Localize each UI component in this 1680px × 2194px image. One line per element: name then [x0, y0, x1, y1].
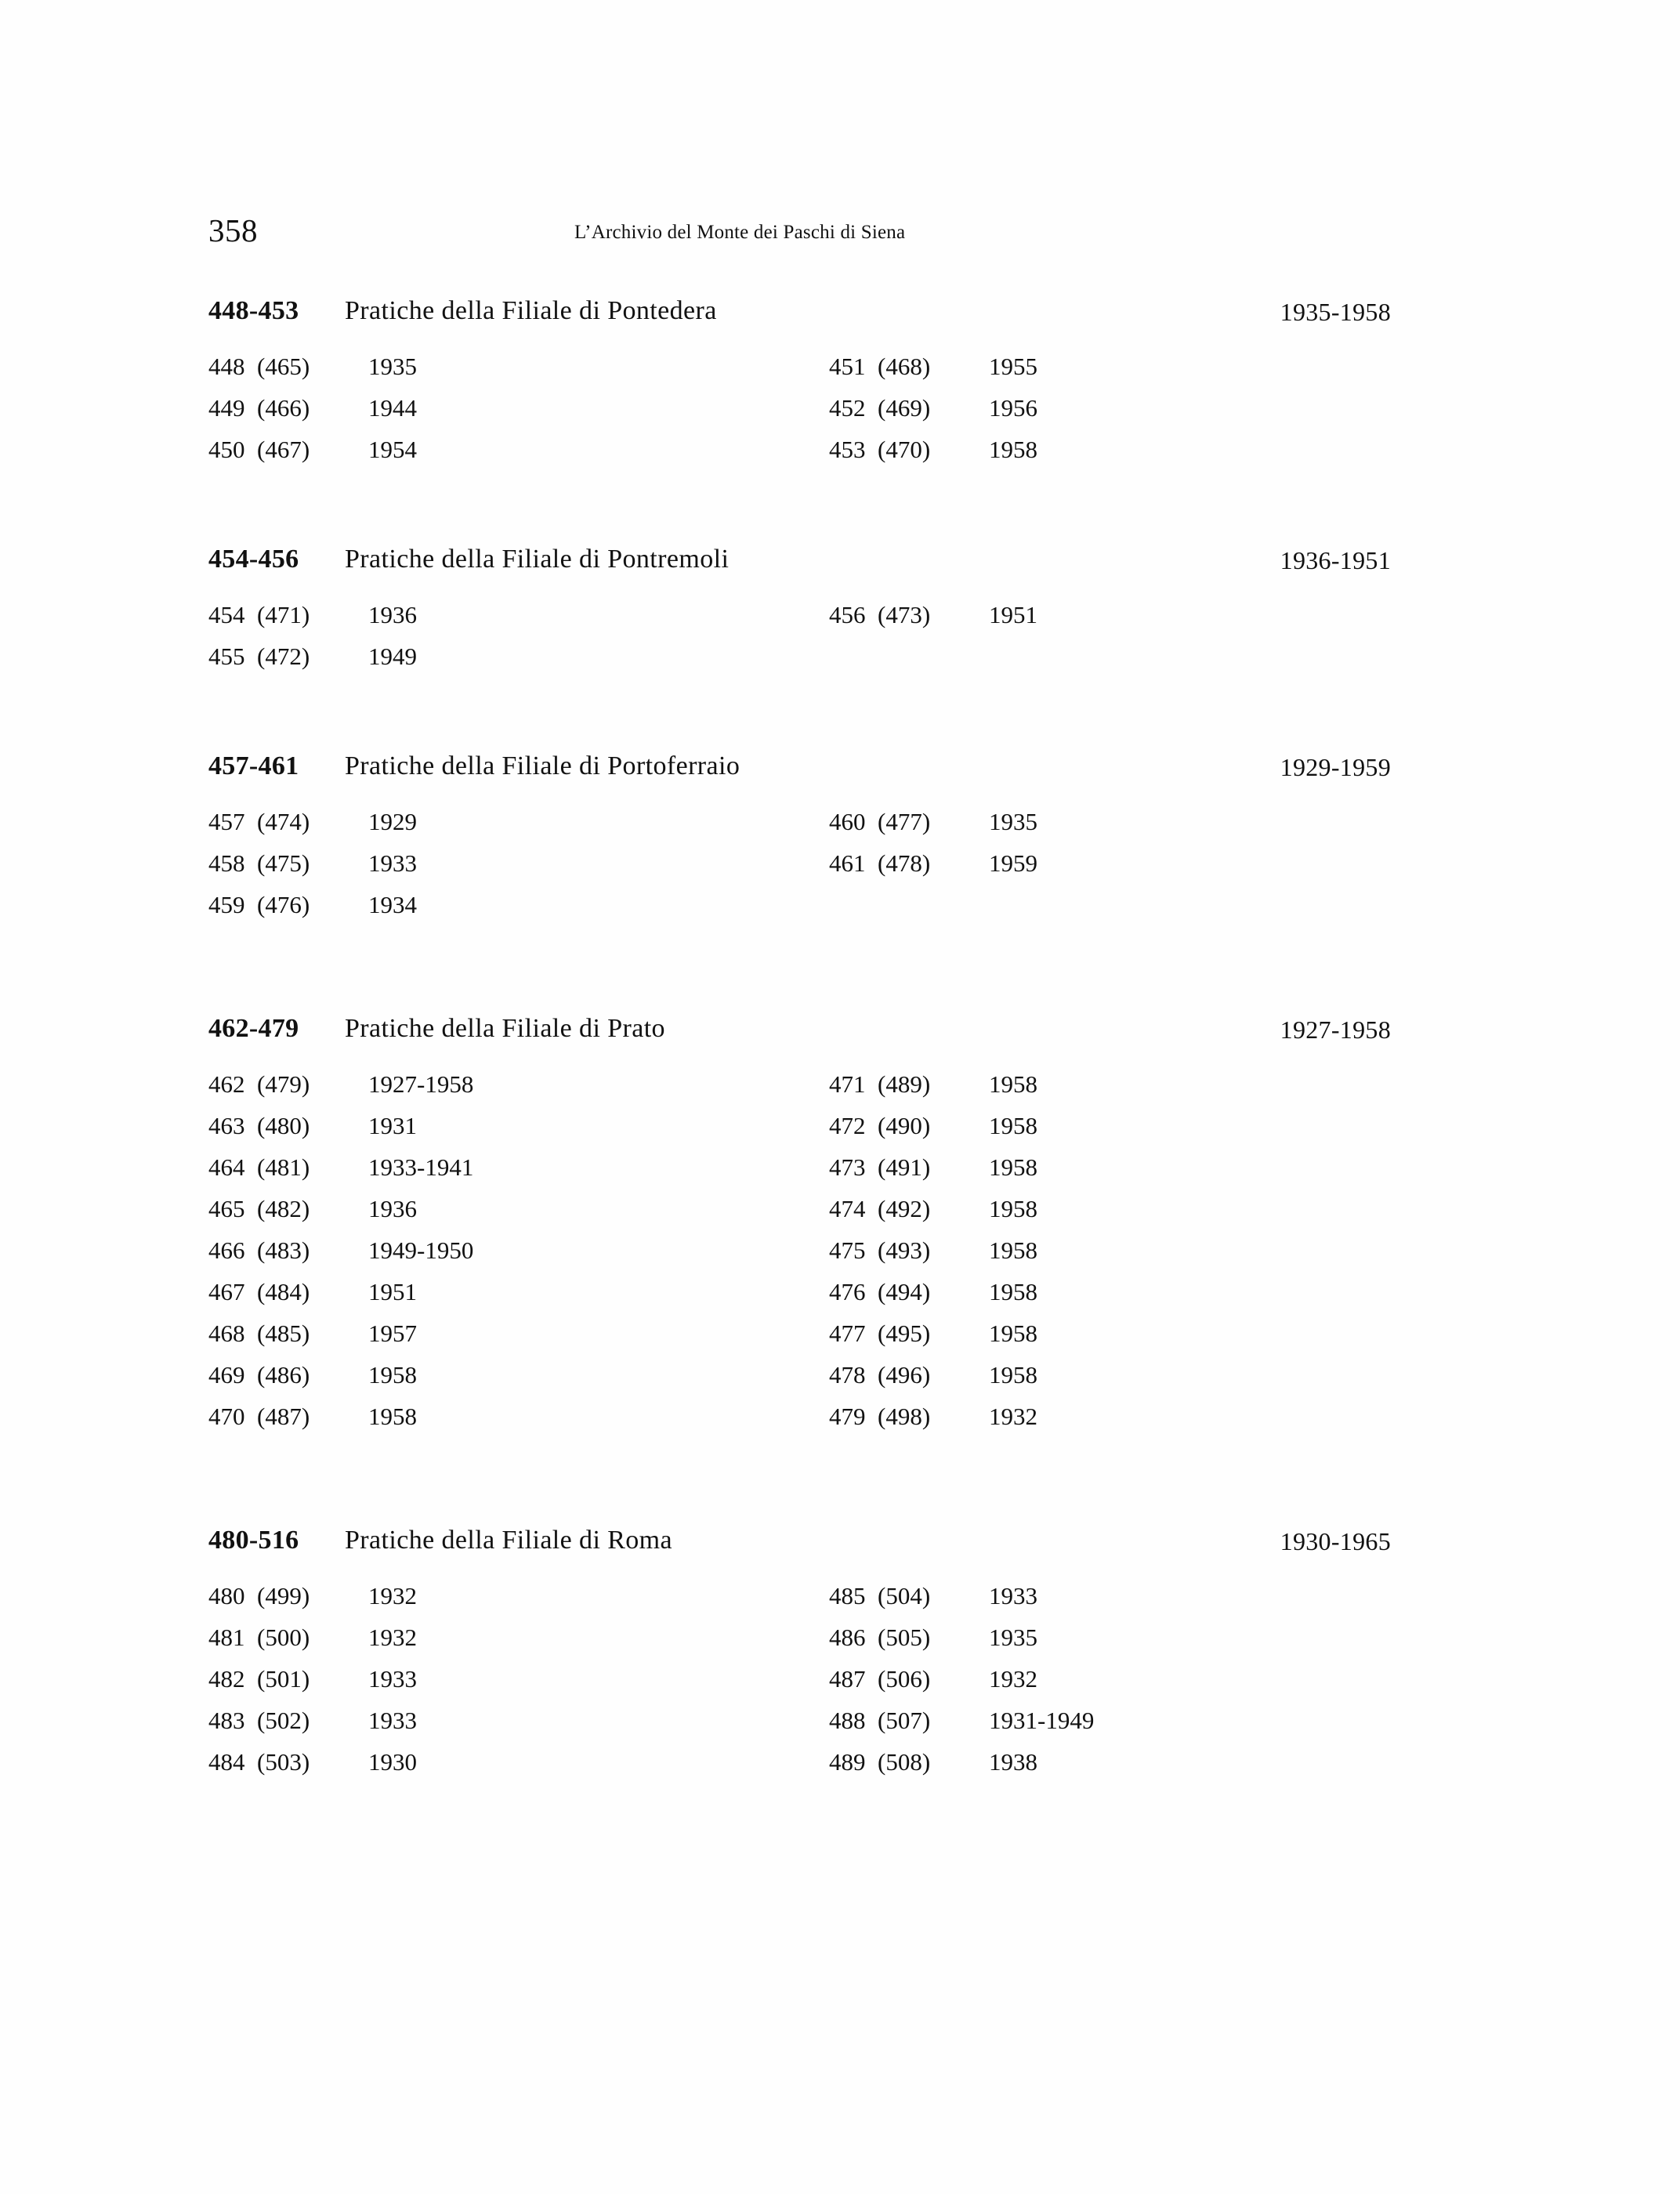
entry-row	[829, 1320, 1037, 1361]
entry-number: 473	[829, 1153, 866, 1181]
entry-row	[208, 643, 417, 684]
entry-parenthetical-number: (471)	[257, 601, 310, 628]
entry-parenthetical-number: (473)	[878, 601, 931, 628]
entry-date: 1932	[368, 1582, 417, 1609]
entry-row	[829, 1748, 1094, 1790]
entry-date: 1935	[989, 808, 1037, 835]
section-title: Pratiche della Filiale di Prato	[345, 1014, 665, 1043]
entry-row	[829, 1112, 1037, 1153]
entry-row	[208, 1112, 473, 1153]
entry-date: 1932	[989, 1403, 1037, 1430]
entry-column-left	[208, 1070, 473, 1444]
section-year-range: 1929-1959	[1280, 753, 1391, 781]
entry-number: 458	[208, 849, 245, 877]
entry-date: 1931	[368, 1112, 417, 1139]
entry-date: 1958	[989, 1112, 1037, 1139]
entry-parenthetical-number: (492)	[878, 1195, 931, 1222]
entry-column-left	[208, 1582, 417, 1790]
section-year-range: 1927-1958	[1280, 1016, 1391, 1044]
entry-parenthetical-number: (498)	[878, 1403, 931, 1430]
entry-date: 1954	[368, 436, 417, 463]
entry-date: 1933	[368, 849, 417, 877]
entry-row	[829, 1153, 1037, 1195]
entry-row	[208, 849, 417, 891]
entry-number: 454	[208, 601, 245, 628]
entry-parenthetical-number: (479)	[257, 1070, 310, 1098]
entry-parenthetical-number: (474)	[257, 808, 310, 835]
entry-row	[208, 1707, 417, 1748]
section-range: 462-479	[208, 1014, 299, 1043]
entry-row	[829, 1070, 1037, 1112]
entry-date: 1958	[368, 1403, 417, 1430]
entry-date: 1936	[368, 601, 417, 628]
entry-row	[208, 1624, 417, 1665]
entry-parenthetical-number: (485)	[257, 1320, 310, 1347]
entry-parenthetical-number: (495)	[878, 1320, 931, 1347]
entry-date: 1932	[368, 1624, 417, 1651]
entry-parenthetical-number: (470)	[878, 436, 931, 463]
entry-row	[829, 353, 1037, 394]
entry-number: 471	[829, 1070, 866, 1098]
entry-number: 452	[829, 394, 866, 422]
entry-date: 1958	[989, 1195, 1037, 1222]
entry-column-right	[829, 1582, 1094, 1790]
entry-number: 481	[208, 1624, 245, 1651]
section-range: 480-516	[208, 1526, 299, 1555]
entry-parenthetical-number: (483)	[257, 1236, 310, 1264]
entry-date: 1927-1958	[368, 1070, 474, 1098]
entry-parenthetical-number: (496)	[878, 1361, 931, 1388]
section-year-range: 1936-1951	[1280, 546, 1391, 574]
archive-section	[202, 751, 1409, 937]
entry-number: 469	[208, 1361, 245, 1388]
entry-number: 483	[208, 1707, 245, 1734]
entry-number: 472	[829, 1112, 866, 1139]
section-title: Pratiche della Filiale di Roma	[345, 1526, 673, 1555]
entry-parenthetical-number: (491)	[878, 1153, 931, 1181]
entry-row	[208, 601, 417, 643]
entry-parenthetical-number: (481)	[257, 1153, 310, 1181]
page-header	[202, 212, 1409, 266]
entry-number: 467	[208, 1278, 245, 1305]
entry-number: 450	[208, 436, 245, 463]
entry-number: 459	[208, 891, 245, 918]
entry-row	[208, 1320, 473, 1361]
entry-parenthetical-number: (480)	[257, 1112, 310, 1139]
entry-column-left	[208, 353, 417, 477]
entry-number: 475	[829, 1236, 866, 1264]
entry-parenthetical-number: (494)	[878, 1278, 931, 1305]
entry-parenthetical-number: (504)	[878, 1582, 931, 1609]
entry-date: 1933-1941	[368, 1153, 474, 1181]
entry-columns	[202, 808, 1409, 937]
entry-number: 464	[208, 1153, 245, 1181]
entry-column-left	[208, 601, 417, 684]
entry-date: 1958	[989, 1070, 1037, 1098]
entry-parenthetical-number: (490)	[878, 1112, 931, 1139]
entry-date: 1929	[368, 808, 417, 835]
entry-column-right	[829, 353, 1037, 477]
entry-number: 466	[208, 1236, 245, 1264]
entry-row	[208, 1070, 473, 1112]
entry-number: 489	[829, 1748, 866, 1776]
entry-number: 486	[829, 1624, 866, 1651]
entry-parenthetical-number: (467)	[257, 436, 310, 463]
entry-row	[208, 1665, 417, 1707]
entry-row	[829, 1665, 1094, 1707]
entry-parenthetical-number: (508)	[878, 1748, 931, 1776]
entry-column-right	[829, 1070, 1037, 1444]
entry-parenthetical-number: (472)	[257, 643, 310, 670]
sections-container	[202, 296, 1409, 1794]
section-range: 454-456	[208, 545, 299, 574]
entry-date: 1933	[368, 1665, 417, 1693]
entry-number: 488	[829, 1707, 866, 1734]
section-year-range: 1930-1965	[1280, 1527, 1391, 1555]
entry-number: 465	[208, 1195, 245, 1222]
entry-date: 1951	[989, 601, 1037, 628]
page-content	[202, 212, 1409, 1794]
entry-number: 470	[208, 1403, 245, 1430]
entry-parenthetical-number: (502)	[257, 1707, 310, 1734]
section-title: Pratiche della Filiale di Pontremoli	[345, 545, 730, 574]
entry-date: 1958	[368, 1361, 417, 1388]
entry-number: 479	[829, 1403, 866, 1430]
entry-date: 1951	[368, 1278, 417, 1305]
section-header	[202, 1526, 1409, 1569]
section-header	[202, 751, 1409, 795]
entry-number: 484	[208, 1748, 245, 1776]
entry-row	[208, 436, 417, 477]
entry-number: 463	[208, 1112, 245, 1139]
archive-section	[202, 1014, 1409, 1449]
entry-date: 1958	[989, 1236, 1037, 1264]
entry-number: 449	[208, 394, 245, 422]
entry-parenthetical-number: (507)	[878, 1707, 931, 1734]
entry-row	[208, 353, 417, 394]
entry-parenthetical-number: (499)	[257, 1582, 310, 1609]
entry-parenthetical-number: (478)	[878, 849, 931, 877]
entry-number: 457	[208, 808, 245, 835]
entry-row	[829, 601, 1037, 643]
entry-number: 487	[829, 1665, 866, 1693]
entry-row	[829, 1582, 1094, 1624]
entry-row	[208, 1748, 417, 1790]
entry-number: 477	[829, 1320, 866, 1347]
entry-columns	[202, 601, 1409, 689]
entry-parenthetical-number: (505)	[878, 1624, 931, 1651]
entry-parenthetical-number: (482)	[257, 1195, 310, 1222]
entry-row	[208, 1195, 473, 1236]
entry-number: 451	[829, 353, 866, 380]
entry-date: 1959	[989, 849, 1037, 877]
entry-number: 478	[829, 1361, 866, 1388]
entry-row	[829, 1403, 1037, 1444]
entry-number: 485	[829, 1582, 866, 1609]
section-header	[202, 545, 1409, 588]
entry-date: 1932	[989, 1665, 1037, 1693]
entry-parenthetical-number: (501)	[257, 1665, 310, 1693]
entry-columns	[202, 1582, 1409, 1794]
entry-date: 1949-1950	[368, 1236, 474, 1264]
entry-date: 1955	[989, 353, 1037, 380]
entry-number: 476	[829, 1278, 866, 1305]
entry-date: 1933	[368, 1707, 417, 1734]
entry-date: 1935	[368, 353, 417, 380]
entry-date: 1958	[989, 1361, 1037, 1388]
entry-number: 480	[208, 1582, 245, 1609]
entry-date: 1933	[989, 1582, 1037, 1609]
entry-number: 474	[829, 1195, 866, 1222]
section-year-range: 1935-1958	[1280, 298, 1391, 326]
entry-date: 1931-1949	[989, 1707, 1095, 1734]
section-range: 448-453	[208, 296, 299, 325]
entry-date: 1935	[989, 1624, 1037, 1651]
entry-date: 1957	[368, 1320, 417, 1347]
entry-columns	[202, 353, 1409, 482]
entry-column-left	[208, 808, 417, 932]
entry-parenthetical-number: (489)	[878, 1070, 931, 1098]
entry-columns	[202, 1070, 1409, 1449]
entry-date: 1934	[368, 891, 417, 918]
page-number: 358	[208, 212, 258, 248]
entry-row	[829, 394, 1037, 436]
entry-row	[829, 1195, 1037, 1236]
entry-row	[829, 1361, 1037, 1403]
entry-number: 448	[208, 353, 245, 380]
entry-parenthetical-number: (484)	[257, 1278, 310, 1305]
archive-section	[202, 545, 1409, 689]
entry-number: 453	[829, 436, 866, 463]
entry-date: 1938	[989, 1748, 1037, 1776]
entry-row	[208, 394, 417, 436]
section-range: 457-461	[208, 751, 299, 780]
entry-row	[829, 436, 1037, 477]
entry-date: 1956	[989, 394, 1037, 422]
entry-row	[208, 1582, 417, 1624]
entry-column-right	[829, 601, 1037, 643]
entry-number: 455	[208, 643, 245, 670]
entry-row	[208, 1403, 473, 1444]
entry-row	[208, 891, 417, 932]
entry-parenthetical-number: (487)	[257, 1403, 310, 1430]
entry-number: 482	[208, 1665, 245, 1693]
entry-parenthetical-number: (506)	[878, 1665, 931, 1693]
entry-number: 462	[208, 1070, 245, 1098]
entry-parenthetical-number: (475)	[257, 849, 310, 877]
running-title: L’Archivio del Monte dei Paschi di Siena	[574, 222, 906, 243]
entry-parenthetical-number: (465)	[257, 353, 310, 380]
entry-parenthetical-number: (469)	[878, 394, 931, 422]
entry-number: 456	[829, 601, 866, 628]
entry-row	[829, 1707, 1094, 1748]
entry-parenthetical-number: (486)	[257, 1361, 310, 1388]
entry-date: 1949	[368, 643, 417, 670]
entry-parenthetical-number: (503)	[257, 1748, 310, 1776]
entry-date: 1958	[989, 1153, 1037, 1181]
entry-row	[829, 808, 1037, 849]
entry-number: 460	[829, 808, 866, 835]
entry-row	[208, 1278, 473, 1320]
entry-row	[829, 1624, 1094, 1665]
entry-row	[829, 1278, 1037, 1320]
entry-parenthetical-number: (477)	[878, 808, 931, 835]
entry-parenthetical-number: (466)	[257, 394, 310, 422]
entry-date: 1958	[989, 1320, 1037, 1347]
entry-date: 1958	[989, 436, 1037, 463]
entry-row	[829, 849, 1037, 891]
entry-date: 1936	[368, 1195, 417, 1222]
section-header	[202, 296, 1409, 340]
entry-row	[208, 1236, 473, 1278]
entry-row	[829, 1236, 1037, 1278]
entry-row	[208, 808, 417, 849]
entry-number: 461	[829, 849, 866, 877]
entry-row	[208, 1153, 473, 1195]
entry-parenthetical-number: (468)	[878, 353, 931, 380]
entry-number: 468	[208, 1320, 245, 1347]
section-title: Pratiche della Filiale di Portoferraio	[345, 751, 740, 780]
entry-date: 1930	[368, 1748, 417, 1776]
entry-parenthetical-number: (493)	[878, 1236, 931, 1264]
archive-section	[202, 1526, 1409, 1794]
entry-parenthetical-number: (476)	[257, 891, 310, 918]
section-title: Pratiche della Filiale di Pontedera	[345, 296, 717, 325]
entry-date: 1944	[368, 394, 417, 422]
archive-section	[202, 296, 1409, 482]
section-header	[202, 1014, 1409, 1058]
entry-date: 1958	[989, 1278, 1037, 1305]
entry-column-right	[829, 808, 1037, 891]
entry-parenthetical-number: (500)	[257, 1624, 310, 1651]
entry-row	[208, 1361, 473, 1403]
